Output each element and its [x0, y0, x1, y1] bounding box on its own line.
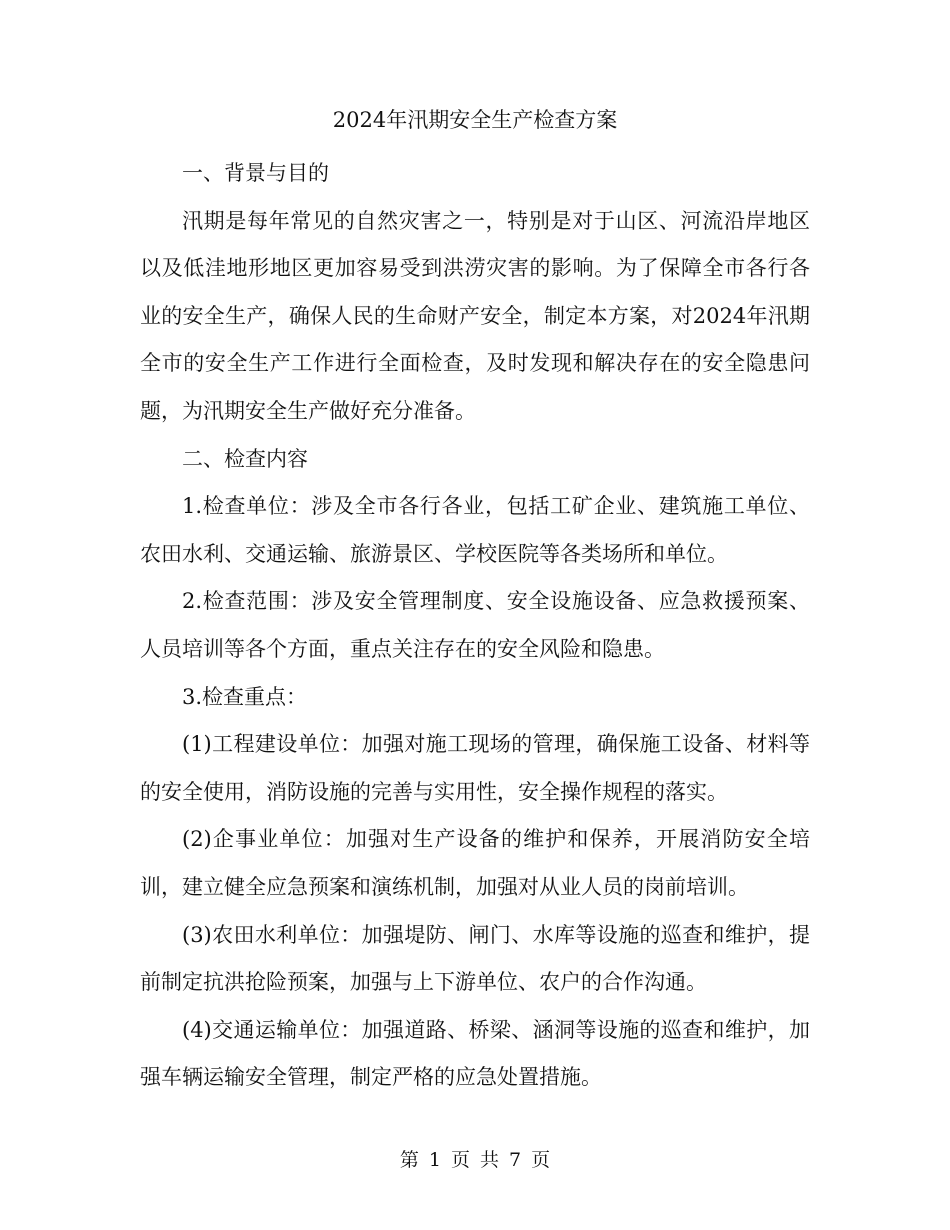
paragraph-inspection-focus: 3.检查重点： — [182, 684, 308, 709]
list-item-water-conservancy: (3)农田水利单位：加强堤防、闸门、水库等设施的巡查和维护，提前制定抗洪抢险预案，加强与上下游单位、农户的合作沟通。 — [140, 922, 810, 995]
list-item-enterprises: (2)企事业单位：加强对生产设备的维护和保养，开展消防安全培训，建立健全应急预案和演练机制，加强对从业人员的岗前培训。 — [140, 827, 810, 899]
paragraph-background: 汛期是每年常见的自然灾害之一，特别是对于山区、河流沿岸地区以及低洼地形地区更加容易受到洪涝灾害的影响。为了保障全市各行各业的安全生产，确保人民的生命财产安全，制定本方案，对2024年汛期全市的安全生产工作进行全面检查，及时发现和解决存在的安全隐患问题，为汛期安全生产做好充分准备。 — [140, 208, 810, 423]
page-number-footer: 第 1 页 共 7 页 — [399, 1149, 551, 1171]
list-item-construction: (1)工程建设单位：加强对施工现场的管理，确保施工设备、材料等的安全使用，消防设施的完善与实用性，安全操作规程的落实。 — [140, 732, 810, 804]
section-heading-background: 一、背景与目的 — [182, 161, 329, 185]
document-title: 2024年汛期安全生产检查方案 — [332, 108, 618, 132]
paragraph-inspection-scope: 2.检查范围：涉及安全管理制度、安全设施设备、应急救援预案、人员培训等各个方面，重点关注存在的安全风险和隐患。 — [140, 589, 810, 661]
section-heading-content: 二、检查内容 — [182, 446, 308, 471]
document-body — [140, 150, 810, 1102]
list-item-transportation: (4)交通运输单位：加强道路、桥梁、涵洞等设施的巡查和维护，加强车辆运输安全管理，制定严格的应急处置措施。 — [140, 1017, 810, 1090]
paragraph-inspection-units: 1.检查单位：涉及全市各行各业，包括工矿企业、建筑施工单位、农田水利、交通运输、旅游景区、学校医院等各类场所和单位。 — [140, 494, 810, 566]
